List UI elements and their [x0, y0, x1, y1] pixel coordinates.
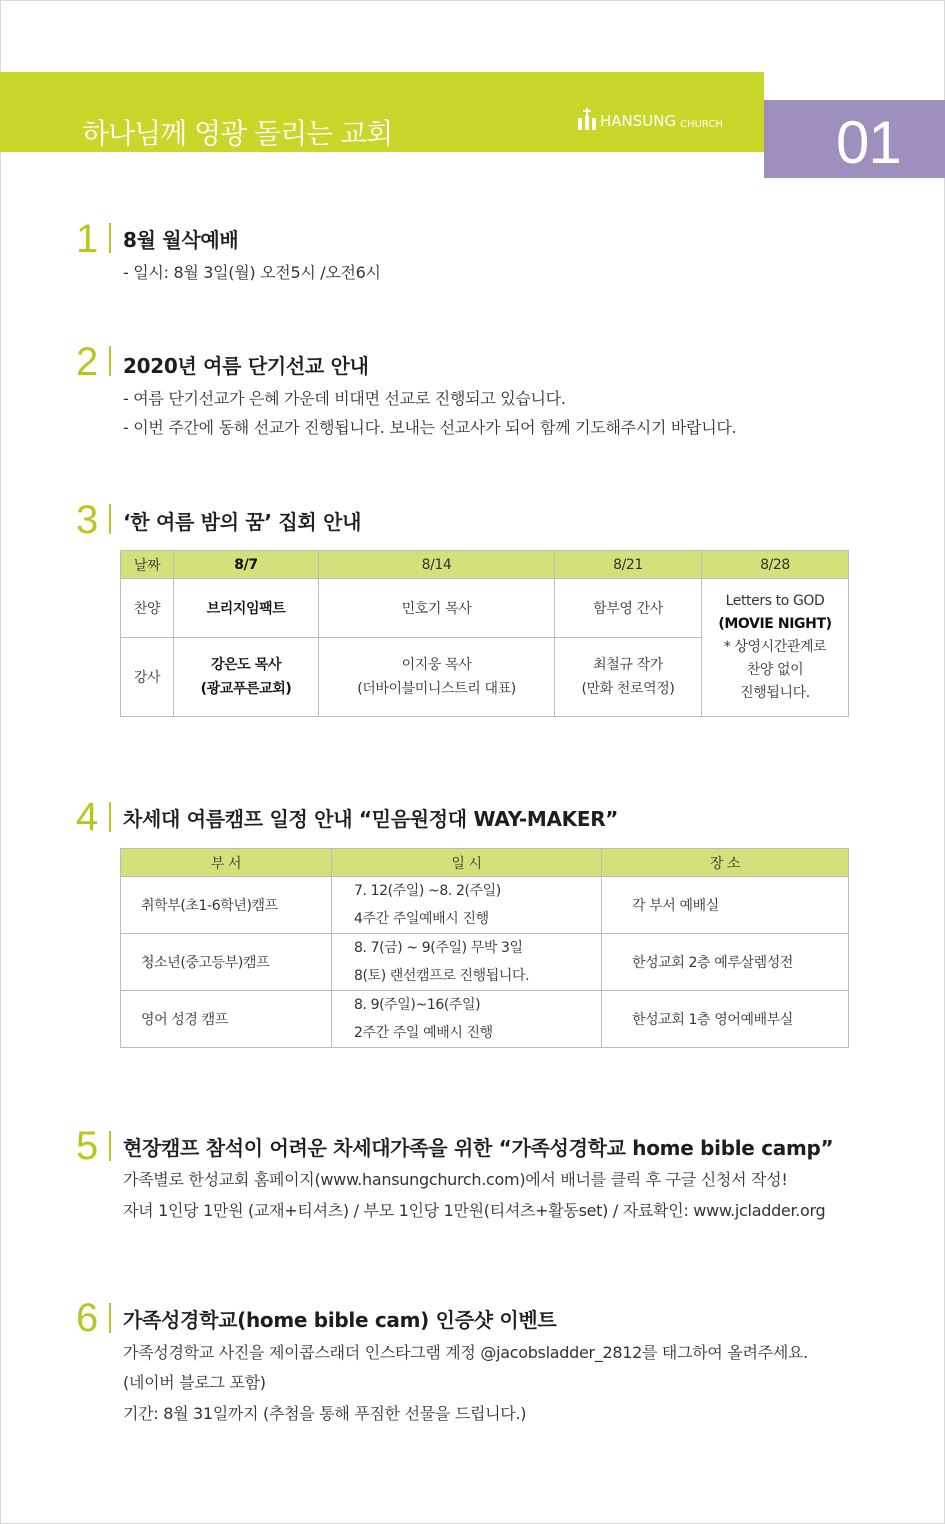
table-header-row [121, 849, 849, 877]
section-title: 8월 월삭예배 [123, 228, 239, 252]
column-header: 8/7 [174, 551, 319, 579]
section-line: 기간: 8월 31일까지 (추첨을 통해 푸짐한 선물을 드립니다.) [123, 1404, 527, 1423]
table-cell: 민호기 목사 [319, 579, 555, 638]
cell-line: 8. 7(금) ~ 9(주일) 무박 3일 [354, 940, 523, 956]
section-line: 자녀 1인당 1만원 (교재+티셔츠) / 부모 1인당 1만원(티셔츠+활동set) / 자료확인: www.jcladder.org [123, 1201, 826, 1220]
section-title: ‘한 여름 밤의 꿈’ 집회 안내 [123, 510, 362, 534]
table-cell: 취학부(초1-6학년)캠프 [121, 877, 332, 934]
table-cell: 함부영 간사 [555, 579, 702, 638]
cell-line: (MOVIE NIGHT) [718, 616, 832, 632]
table-cell [332, 877, 602, 934]
section-line: - 일시: 8월 3일(월) 오전5시 /오전6시 [123, 263, 381, 282]
section-number: 5 [76, 1124, 99, 1168]
section-divider [109, 1303, 111, 1333]
column-header: 일 시 [332, 849, 602, 877]
section-number: 6 [76, 1296, 99, 1340]
section-divider [109, 504, 111, 534]
table-cell: 영어 성경 캠프 [121, 991, 332, 1048]
table-row [121, 991, 849, 1048]
table-cell: 한성교회 1층 영어예배부실 [602, 991, 849, 1048]
column-header: 8/14 [319, 551, 555, 579]
section-title: 2020년 여름 단기선교 안내 [123, 354, 369, 378]
summer-camp-table [120, 848, 849, 1048]
section-line: 가족성경학교 사진을 제이콥스래더 인스타그램 계정 @jacobsladder_2812를 태그하여 올려주세요. [123, 1343, 808, 1362]
section-line: (네이버 블로그 포함) [123, 1373, 266, 1392]
table-row [121, 579, 849, 638]
table-cell [319, 638, 555, 717]
column-header: 날짜 [121, 551, 174, 579]
page-title: 하나님께 영광 돌리는 교회 [82, 117, 393, 150]
section-divider [109, 223, 111, 253]
cell-line: (더바이블미니스트리 대표) [357, 681, 516, 697]
section-line: - 이번 주간에 동해 선교가 진행됩니다. 보내는 선교사가 되어 함께 기도해주시기 바랍니다. [123, 418, 737, 437]
cell-line: (만화 천로역정) [581, 681, 675, 697]
row-label: 강사 [121, 638, 174, 717]
cell-line: 진행됩니다. [740, 685, 810, 701]
table-cell: 청소년(중고등부)캠프 [121, 934, 332, 991]
table-cell [174, 638, 319, 717]
section-number: 3 [76, 498, 99, 542]
table-header-row [121, 551, 849, 579]
logo-text: HANSUNG [600, 112, 677, 130]
section-title: 차세대 여름캠프 일정 안내 “믿음원정대 WAY-MAKER” [123, 807, 619, 831]
section-line: 가족별로 한성교회 홈페이지(www.hansungchurch.com)에서 배너를 클릭 후 구글 신청서 작성! [123, 1170, 788, 1189]
section-number: 2 [76, 340, 99, 384]
cell-line: 최철규 작가 [593, 657, 663, 673]
logo-subtext: CHURCH [680, 119, 723, 130]
cell-line: 7. 12(주일) ~8. 2(주일) [354, 883, 501, 899]
section-number: 4 [76, 795, 99, 839]
church-logo [578, 108, 723, 130]
worship-schedule-table [120, 550, 849, 717]
section-title: 가족성경학교(home bible cam) 인증샷 이벤트 [123, 1308, 557, 1332]
cell-line: 찬양 없이 [746, 662, 804, 678]
table-cell: 브리지임팩트 [174, 579, 319, 638]
cell-line: Letters to GOD [725, 593, 825, 609]
cell-line: 2주간 주일 예배시 진행 [354, 1025, 493, 1041]
church-logo-icon [578, 108, 596, 130]
table-cell: 각 부서 예배실 [602, 877, 849, 934]
movie-night-cell [702, 579, 849, 717]
cell-line: * 상영시간관계로 [723, 639, 827, 655]
column-header: 8/21 [555, 551, 702, 579]
table-row [121, 934, 849, 991]
cell-line: 4주간 주일예배시 진행 [354, 911, 489, 927]
cell-line: 강은도 목사 [210, 657, 282, 673]
table-cell: 한성교회 2층 예루살렘성전 [602, 934, 849, 991]
cell-line: 이지웅 목사 [401, 657, 472, 673]
column-header: 부 서 [121, 849, 332, 877]
table-cell [332, 991, 602, 1048]
table-cell [332, 934, 602, 991]
section-title: 현장캠프 참석이 어려운 차세대가족을 위한 “가족성경학교 home bible camp” [123, 1136, 834, 1160]
table-cell [555, 638, 702, 717]
section-number: 1 [76, 217, 99, 261]
section-line: - 여름 단기선교가 은혜 가운데 비대면 선교로 진행되고 있습니다. [123, 389, 566, 408]
section-divider [109, 802, 111, 832]
row-label: 찬양 [121, 579, 174, 638]
column-header: 장 소 [602, 849, 849, 877]
cell-line: 8. 9(주일)~16(주일) [354, 997, 481, 1013]
section-divider [109, 346, 111, 376]
section-divider [109, 1131, 111, 1161]
page-number: 01 [836, 109, 901, 176]
cell-line: 8(토) 랜선캠프로 진행됩니다. [354, 968, 530, 984]
column-header: 8/28 [702, 551, 849, 579]
cell-line: (광교푸른교회) [200, 681, 292, 697]
table-row [121, 877, 849, 934]
